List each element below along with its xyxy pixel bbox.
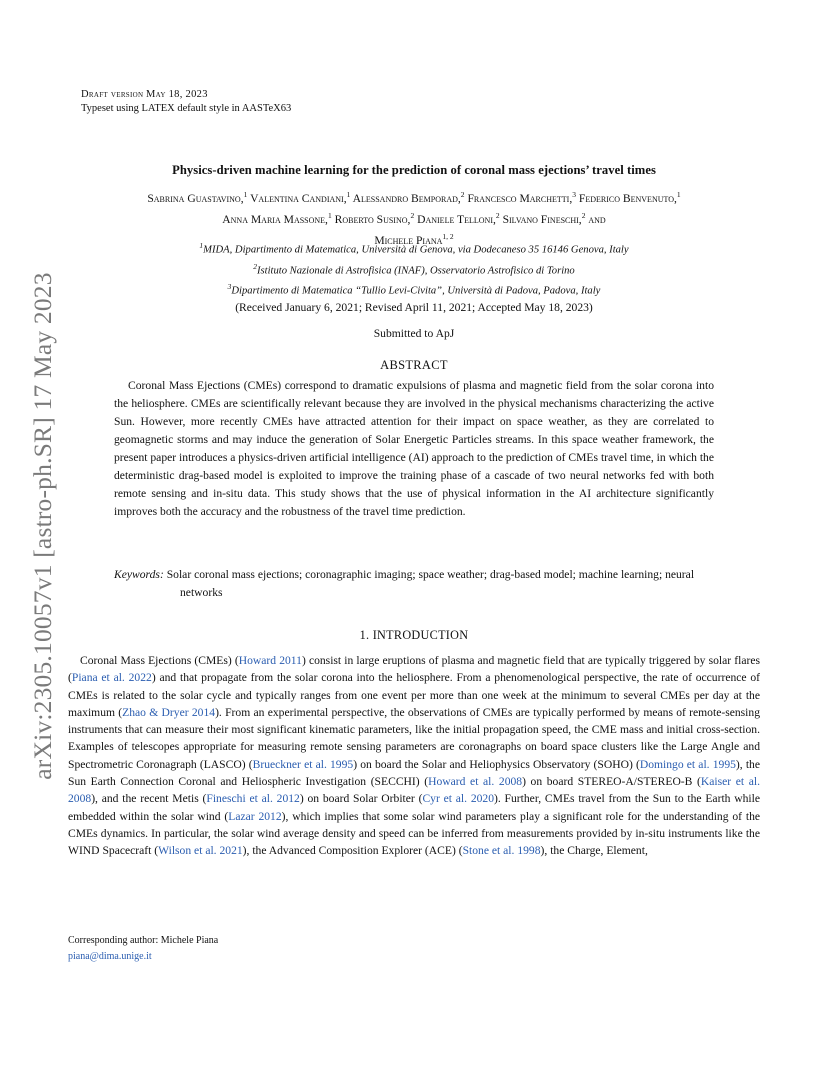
- body-text: ). From an experimental perspective, the observations of CMEs are typically performed by means of remote-sensing instruments that can measure their most significant kinematic parameters, like the initial propagation speed, the CME mass and initial cross-section. Examples of telescopes appropriate for measuring remote sensing parameters are coronagraphs on board space clusters like the Large Angle and Spectrometric Coronagraph (LASCO) (: [68, 705, 760, 771]
- draft-date: May 18, 2023: [145, 89, 208, 100]
- author-name: Daniele Telloni,: [417, 212, 496, 226]
- author-affiliation-mark: 2: [581, 210, 586, 220]
- affiliation-number: 3: [227, 282, 232, 292]
- body-text: ), the Sun Earth Connection Coronal and Heliospheric Investigation (SECCHI) (: [68, 757, 761, 789]
- body-text: ) on board the Solar and Heliophysics Observatory (SOHO) (: [353, 757, 640, 771]
- author-affiliation-mark: 1: [346, 190, 351, 199]
- corresponding-author: Corresponding author: Michele Piana: [68, 935, 219, 946]
- author-affiliation-mark: 1: [676, 190, 681, 199]
- received-dates: (Received January 6, 2021; Revised April 11, 2021; Accepted May 18, 2023): [235, 301, 593, 314]
- citation-link[interactable]: Cyr et al. 2020: [422, 792, 495, 806]
- citation-link[interactable]: Domingo et al. 1995: [639, 757, 736, 771]
- citation-link[interactable]: Stone et al. 1998: [462, 844, 541, 858]
- body-text: ) on board STEREO-A/STEREO-B (: [522, 775, 701, 789]
- author-name: Silvano Fineschi,: [502, 212, 582, 226]
- body-text: Coronal Mass Ejections (CMEs): [80, 654, 235, 667]
- affiliation-number: 2: [253, 261, 257, 271]
- author-affiliation-mark: 2: [495, 210, 500, 220]
- keywords-text: Solar coronal mass ejections; coronagraphic imaging; space weather; drag-based model; machine learning; neural networks: [166, 568, 695, 599]
- introduction-paragraph: [68, 652, 760, 860]
- draft-version-line: [81, 88, 291, 102]
- footnote: [68, 933, 218, 965]
- citation-link[interactable]: Wilson et al. 2021: [158, 844, 243, 858]
- citation-link[interactable]: Howard 2011: [238, 654, 302, 667]
- affiliation-line: [70, 259, 758, 280]
- author-affiliation-mark: 3: [572, 190, 576, 199]
- body-text: ) consist in large eruptions of plasma and magnetic field that are typically triggered by solar flares (: [68, 654, 760, 685]
- affiliation-line: [70, 279, 758, 300]
- body-text: ) and that propagate from the solar corona into the heliosphere. From a phenomenological perspective, the rate of occurrence of CMEs is related to the solar cycle and typically ranges from one event per more than one week at the minimum to several CMEs per day at the maximum (: [68, 671, 760, 719]
- abstract-heading: ABSTRACT: [380, 358, 448, 372]
- affiliation-number: 1: [199, 241, 204, 250]
- section-heading: 1. INTRODUCTION: [359, 628, 469, 642]
- abstract-text: Coronal Mass Ejections (CMEs) correspond to dramatic expulsions of plasma and magnetic field from the solar corona into the heliosphere. CMEs are scientifically relevant because they are involved in the physical mechanisms characterizing the active Sun. However, more recently CMEs have attracted attention for their impact on space weather, as they are correlated to geomagnetic storms and may induce the generation of Solar Energetic Particles streams. In this space weather framework, the present paper introduces a physics-driven artificial intelligence (AI) approach to the prediction of CMEs travel time, in which the deterministic drag-based model is exploited to improve the training phase of a cascade of two neural networks fed with both remote sensing and in-situ data. This study shows that the use of physical information in the AI architecture significantly improves both the accuracy and the robustness of the travel time prediction.: [114, 379, 714, 518]
- author-name: Roberto Susino,: [334, 212, 411, 226]
- author-affiliation-mark: 2: [410, 210, 415, 220]
- arxiv-identifier[interactable]: arXiv:2305.10057v1 [astro-ph.SR] 17 May 2023: [28, 272, 57, 780]
- body-text: ), the Charge, Element,: [540, 844, 648, 858]
- citation-link[interactable]: Zhao & Dryer 2014: [122, 705, 216, 719]
- affiliation-list: [70, 238, 758, 300]
- draft-header: [81, 88, 291, 116]
- draft-label: Draft version: [81, 89, 144, 100]
- citation-link[interactable]: Piana et al. 2022: [71, 671, 152, 685]
- keywords: [114, 566, 714, 602]
- author-name: Valentina Candiani,: [250, 191, 347, 205]
- author-name: Federico Benvenuto,: [578, 191, 677, 205]
- author-name: Sabrina Guastavino,: [147, 191, 244, 205]
- citation-link[interactable]: Lazar 2012: [228, 809, 282, 823]
- affiliation-text: MIDA, Dipartimento di Matematica, Università di Genova, via Dodecaneso 35 16146 Genova, Italy: [203, 244, 629, 256]
- citation-link[interactable]: Kaiser et al. 2008: [68, 775, 760, 806]
- body-text: ), and the recent Metis (: [91, 792, 207, 806]
- citation-link[interactable]: Brueckner et al. 1995: [252, 757, 354, 771]
- author-affiliation-mark: 1: [327, 210, 332, 220]
- affiliation-line: [70, 238, 758, 259]
- author-affiliation-mark: 1, 2: [442, 231, 454, 241]
- keywords-label: Keywords:: [114, 568, 164, 581]
- author-name: Francesco Marchetti,: [467, 191, 573, 205]
- author-affiliation-mark: 1: [243, 190, 248, 199]
- affiliation-text: Istituto Nazionale di Astrofisica (INAF), Osservatorio Astrofisico di Torino: [257, 265, 575, 277]
- paper-title: Physics-driven machine learning for the prediction of coronal mass ejections’ travel times: [172, 163, 656, 177]
- citation-link[interactable]: Fineschi et al. 2012: [206, 792, 300, 806]
- affiliation-text: Dipartimento di Matematica “Tullio Levi-Civita”, Università di Padova, Padova, Italy: [231, 285, 601, 297]
- author-name: and: [588, 212, 606, 226]
- typeset-line: Typeset using LATEX default style in AASTeX63: [81, 103, 292, 114]
- submitted-journal: Submitted to ApJ: [373, 327, 455, 340]
- author-email-link[interactable]: piana@dima.unige.it: [68, 951, 152, 962]
- author-name: Alessandro Bemporad,: [352, 191, 461, 205]
- citation-link[interactable]: Howard et al. 2008: [428, 775, 523, 789]
- body-text: ), which implies that some solar wind parameters play a significant role for the understanding of the CMEs dynamics. In particular, the solar wind average density and speed can be inferred from measurements provided by in-situ instruments like the WIND Spacecraft (: [68, 809, 761, 858]
- body-text: ) on board Solar Orbiter (: [299, 792, 423, 806]
- body-text: ), the Advanced Composition Explorer (ACE) (: [242, 844, 463, 858]
- author-name: Michele Piana: [374, 233, 443, 247]
- body-text: (: [234, 654, 239, 667]
- author-affiliation-mark: 2: [460, 190, 465, 199]
- author-name: Anna Maria Massone,: [222, 212, 328, 226]
- body-text: ). Further, CMEs travel from the Sun to the Earth while embedded within the solar wind (: [68, 792, 761, 823]
